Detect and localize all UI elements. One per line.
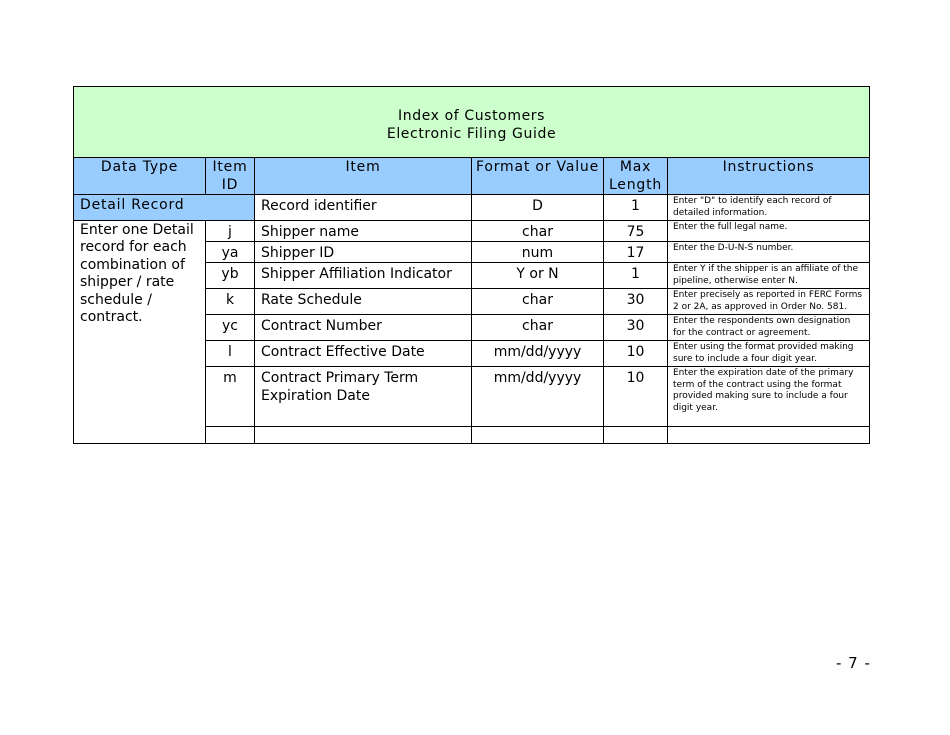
row-instructions: Enter the respondents own designation for the contract or agreement. xyxy=(668,315,870,341)
row-item: Shipper name xyxy=(255,221,472,242)
page-number: - 7 - xyxy=(836,654,871,672)
row-instructions: Enter precisely as reported in FERC Forms 2 or 2A, as approved in Order No. 581. xyxy=(668,289,870,315)
row-instructions: Enter the expiration date of the primary term of the contract using the format provided making sure to include a four digit year. xyxy=(668,367,870,427)
row-instructions: Enter using the format provided making sure to include a four digit year. xyxy=(668,341,870,367)
row-item: Contract Effective Date xyxy=(255,341,472,367)
row-max-length: 30 xyxy=(604,289,668,315)
row-format: char xyxy=(472,221,604,242)
data-type-description: Enter one Detail record for each combination of shipper / rate schedule / contract. xyxy=(74,221,206,444)
row-item: Rate Schedule xyxy=(255,289,472,315)
row-max-length: 75 xyxy=(604,221,668,242)
empty-cell xyxy=(604,427,668,444)
row-item-id: l xyxy=(206,341,255,367)
row-format: mm/dd/yyyy xyxy=(472,341,604,367)
row-format: Y or N xyxy=(472,263,604,289)
row-format: char xyxy=(472,315,604,341)
row-max-length: 10 xyxy=(604,341,668,367)
header-format: Format or Value xyxy=(472,158,604,195)
header-item-id: Item ID xyxy=(206,158,255,195)
detail-record-item: Record identifier xyxy=(255,195,472,221)
row-format: num xyxy=(472,242,604,263)
table-title xyxy=(74,87,870,158)
row-item: Shipper ID xyxy=(255,242,472,263)
header-item: Item xyxy=(255,158,472,195)
detail-record-max-length: 1 xyxy=(604,195,668,221)
detail-record-label: Detail Record xyxy=(74,195,255,221)
empty-cell xyxy=(668,427,870,444)
row-max-length: 1 xyxy=(604,263,668,289)
empty-cell xyxy=(472,427,604,444)
row-max-length: 30 xyxy=(604,315,668,341)
header-max-length: Max Length xyxy=(604,158,668,195)
detail-record-format: D xyxy=(472,195,604,221)
row-instructions: Enter the full legal name. xyxy=(668,221,870,242)
row-item-id: yb xyxy=(206,263,255,289)
title-line-1: Index of Customers xyxy=(398,108,546,124)
header-data-type: Data Type xyxy=(74,158,206,195)
detail-record-instructions: Enter "D" to identify each record of detailed information. xyxy=(668,195,870,221)
row-item: Contract Primary Term Expiration Date xyxy=(255,367,472,427)
filing-guide-table xyxy=(73,86,870,444)
row-item-id: k xyxy=(206,289,255,315)
row-format: char xyxy=(472,289,604,315)
row-item-id: j xyxy=(206,221,255,242)
row-instructions: Enter the D-U-N-S number. xyxy=(668,242,870,263)
row-item: Contract Number xyxy=(255,315,472,341)
row-item-id: ya xyxy=(206,242,255,263)
row-item-id: yc xyxy=(206,315,255,341)
table-row xyxy=(74,221,870,242)
row-instructions: Enter Y if the shipper is an affiliate of the pipeline, otherwise enter N. xyxy=(668,263,870,289)
row-item-id: m xyxy=(206,367,255,427)
row-item: Shipper Affiliation Indicator xyxy=(255,263,472,289)
title-line-2: Electronic Filing Guide xyxy=(386,126,557,142)
row-max-length: 17 xyxy=(604,242,668,263)
empty-cell xyxy=(206,427,255,444)
empty-cell xyxy=(255,427,472,444)
detail-record-row xyxy=(74,195,870,221)
row-format: mm/dd/yyyy xyxy=(472,367,604,427)
row-max-length: 10 xyxy=(604,367,668,427)
header-row xyxy=(74,158,870,195)
header-instructions: Instructions xyxy=(668,158,870,195)
